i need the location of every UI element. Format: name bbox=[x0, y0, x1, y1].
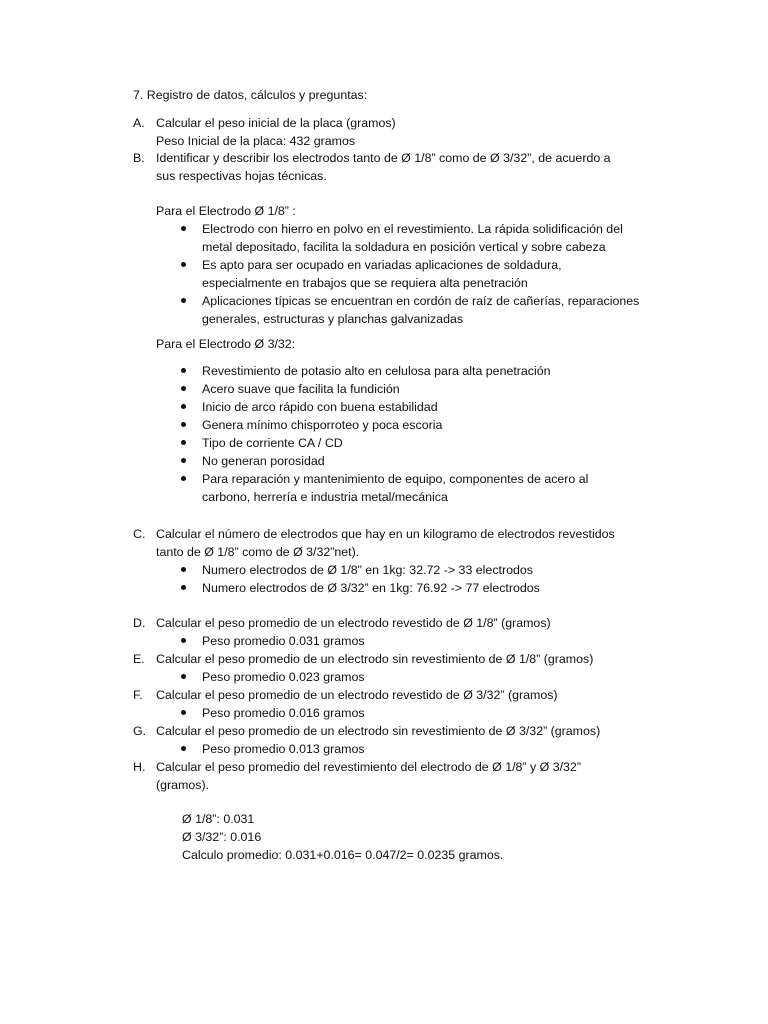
bullet-text: metal depositado, facilita la soldadura en posición vertical y sobre cabeza bbox=[202, 240, 606, 254]
bullet-icon bbox=[181, 262, 186, 267]
item-letter: E. bbox=[133, 652, 145, 666]
list-item bbox=[156, 362, 676, 380]
bullet-icon bbox=[181, 710, 186, 715]
bullet-text: Para reparación y mantenimiento de equipo, componentes de acero al bbox=[202, 472, 589, 486]
item-b bbox=[133, 149, 653, 185]
question-text: sus respectivas hojas técnicas. bbox=[156, 169, 327, 183]
bullet-icon bbox=[181, 298, 186, 303]
bullet-text: generales, estructuras y planchas galvanizadas bbox=[202, 312, 464, 326]
answer-text: Peso Inicial de la placa: 432 gramos bbox=[156, 134, 356, 148]
bullet-icon bbox=[181, 674, 186, 679]
bullet-icon bbox=[181, 585, 186, 590]
section-title: 7. Registro de datos, cálculos y preguntas: bbox=[133, 88, 368, 102]
item-letter: H. bbox=[133, 760, 146, 774]
list-item bbox=[156, 398, 676, 416]
average-calculation bbox=[182, 810, 702, 864]
bullet-icon bbox=[181, 226, 186, 231]
calc-line: Ø 1/8”: 0.031 bbox=[182, 812, 255, 826]
item-letter: B. bbox=[133, 151, 145, 165]
electrode-2-section bbox=[156, 335, 676, 506]
list-item bbox=[156, 740, 653, 758]
list-item bbox=[156, 470, 676, 506]
list-item bbox=[156, 632, 653, 650]
item-h bbox=[133, 758, 653, 794]
question-text: Calcular el peso promedio de un electrodo revestido de Ø 3/32” (gramos) bbox=[156, 688, 558, 702]
bullet-icon bbox=[181, 386, 186, 391]
calc-line: Calculo promedio: 0.031+0.016= 0.047/2= 0.0235 gramos. bbox=[182, 848, 504, 862]
item-f bbox=[133, 686, 653, 722]
bullet-icon bbox=[181, 746, 186, 751]
bullet-text: Acero suave que facilita la fundición bbox=[202, 382, 400, 396]
bullet-icon bbox=[181, 440, 186, 445]
answer-text: Peso promedio 0.023 gramos bbox=[202, 670, 365, 684]
answer-text: Peso promedio 0.031 gramos bbox=[202, 634, 365, 648]
bullet-icon bbox=[181, 422, 186, 427]
bullet-icon bbox=[181, 404, 186, 409]
item-letter: F. bbox=[133, 688, 143, 702]
calc-line: Ø 3/32”: 0.016 bbox=[182, 830, 262, 844]
list-item bbox=[156, 579, 653, 597]
bullet-text: Es apto para ser ocupado en variadas aplicaciones de soldadura, bbox=[202, 258, 562, 272]
bullet-icon bbox=[181, 458, 186, 463]
item-letter: G. bbox=[133, 724, 147, 738]
bullet-text: Numero electrodos de Ø 3/32” en 1kg: 76.92 -> 77 electrodos bbox=[202, 581, 540, 595]
electrode-title: Para el Electrodo Ø 3/32: bbox=[156, 337, 296, 351]
list-item bbox=[156, 452, 676, 470]
answer-text: Peso promedio 0.016 gramos bbox=[202, 706, 365, 720]
list-item bbox=[156, 561, 653, 579]
electrode-title: Para el Electrodo Ø 1/8” : bbox=[156, 204, 296, 218]
question-text: Calcular el peso promedio del revestimiento del electrodo de Ø 1/8” y Ø 3/32” bbox=[156, 760, 581, 774]
question-text: Calcular el peso inicial de la placa (gramos) bbox=[156, 116, 396, 130]
bullet-text: Revestimiento de potasio alto en celulosa para alta penetración bbox=[202, 364, 551, 378]
item-g bbox=[133, 722, 653, 758]
bullet-icon bbox=[181, 368, 186, 373]
bullet-icon bbox=[181, 476, 186, 481]
electrode-1-section bbox=[156, 202, 676, 328]
bullet-text: Inicio de arco rápido con buena estabilidad bbox=[202, 400, 438, 414]
list-item bbox=[156, 380, 676, 398]
list-item bbox=[156, 416, 676, 434]
question-text: Calcular el peso promedio de un electrodo revestido de Ø 1/8” (gramos) bbox=[156, 616, 551, 630]
question-text: (gramos). bbox=[156, 778, 210, 792]
answer-text: Peso promedio 0.013 gramos bbox=[202, 742, 365, 756]
item-letter: D. bbox=[133, 616, 146, 630]
bullet-text: especialmente en trabajos que se requiera alta penetración bbox=[202, 276, 528, 290]
list-item bbox=[156, 256, 676, 292]
bullet-text: Aplicaciones típicas se encuentran en cordón de raíz de cañerías, reparaciones bbox=[202, 294, 640, 308]
bullet-icon bbox=[181, 567, 186, 572]
question-text: Calcular el número de electrodos que hay en un kilogramo de electrodos revestidos bbox=[156, 527, 615, 541]
item-letter: A. bbox=[133, 116, 145, 130]
bullet-text: Genera mínimo chisporroteo y poca escoria bbox=[202, 418, 443, 432]
bullet-text: carbono, herrería e industria metal/mecánica bbox=[202, 490, 448, 504]
list-item bbox=[156, 292, 676, 328]
question-text: Calcular el peso promedio de un electrodo sin revestimiento de Ø 1/8” (gramos) bbox=[156, 652, 594, 666]
item-c bbox=[133, 525, 653, 597]
bullet-text: Electrodo con hierro en polvo en el revestimiento. La rápida solidificación del bbox=[202, 222, 623, 236]
question-text: tanto de Ø 1/8” como de Ø 3/32”net). bbox=[156, 545, 360, 559]
item-d bbox=[133, 614, 653, 650]
list-item bbox=[156, 704, 653, 722]
bullet-text: No generan porosidad bbox=[202, 454, 325, 468]
list-item bbox=[156, 434, 676, 452]
item-e bbox=[133, 650, 653, 686]
bullet-icon bbox=[181, 638, 186, 643]
bullet-text: Tipo de corriente CA / CD bbox=[202, 436, 343, 450]
item-letter: C. bbox=[133, 527, 146, 541]
question-text: Calcular el peso promedio de un electrodo sin revestimiento de Ø 3/32” (gramos) bbox=[156, 724, 601, 738]
bullet-text: Numero electrodos de Ø 1/8” en 1kg: 32.72 -> 33 electrodos bbox=[202, 563, 533, 577]
question-text: Identificar y describir los electrodos tanto de Ø 1/8” como de Ø 3/32”, de acuerdo a bbox=[156, 151, 611, 165]
list-item bbox=[156, 220, 676, 256]
list-item bbox=[156, 668, 653, 686]
item-a bbox=[133, 114, 653, 150]
